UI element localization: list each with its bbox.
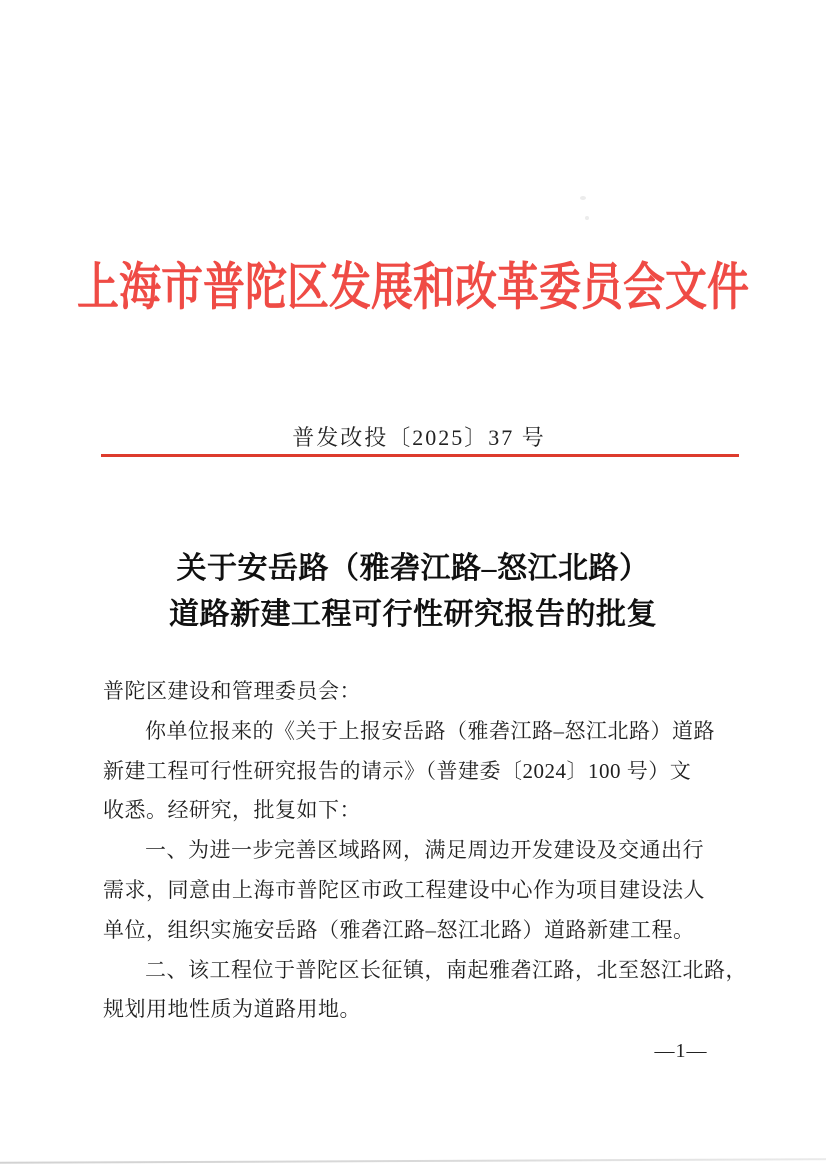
document-reference-number: 普发改投〔2025〕37 号 bbox=[292, 425, 546, 450]
page-number: —1— bbox=[654, 1040, 708, 1062]
body-line: 你单位报来的《关于上报安岳路（雅砻江路–怒江北路）道路 bbox=[145, 718, 715, 743]
scan-artifact-speck bbox=[585, 216, 589, 220]
salutation-line: 普陀区建设和管理委员会： bbox=[103, 679, 361, 703]
document-title-line-2: 道路新建工程可行性研究报告的批复 bbox=[169, 598, 657, 631]
agency-letterhead-title: 上海市普陀区发展和改革委员会文件 bbox=[76, 260, 749, 317]
scan-page-edge-line bbox=[0, 1158, 826, 1164]
red-divider-line bbox=[101, 454, 739, 457]
document-title bbox=[0, 546, 826, 638]
document-body bbox=[103, 672, 753, 1030]
body-line: 单位，组织实施安岳路（雅砻江路–怒江北路）道路新建工程。 bbox=[103, 917, 695, 942]
document-title-line-1: 关于安岳路（雅砻江路–怒江北路） bbox=[176, 552, 650, 585]
body-line: 新建工程可行性研究报告的请示》（普建委〔2024〕100 号）文 bbox=[103, 758, 692, 783]
scan-artifact-speck bbox=[580, 196, 586, 200]
body-line: 一、为进一步完善区域路网，满足周边开发建设及交通出行 bbox=[145, 838, 704, 863]
body-line: 规划用地性质为道路用地。 bbox=[103, 997, 361, 1022]
body-line: 需求，同意由上海市普陀区市政工程建设中心作为项目建设法人 bbox=[103, 877, 705, 902]
body-line: 二、该工程位于普陀区长征镇，南起雅砻江路，北至怒江北路， bbox=[145, 957, 747, 982]
body-line: 收悉。经研究，批复如下： bbox=[103, 798, 361, 823]
